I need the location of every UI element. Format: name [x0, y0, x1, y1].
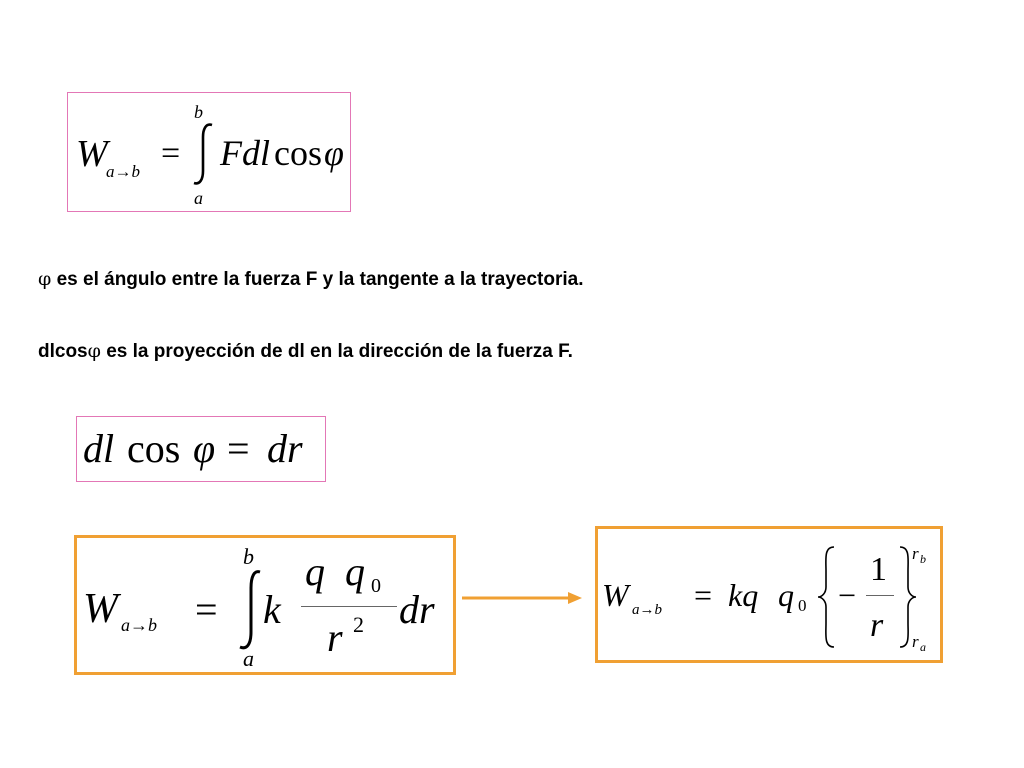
equation-result-box	[595, 526, 943, 663]
eq3-fraction-bar	[301, 606, 397, 607]
phi-definition-rest: es el ángulo entre la fuerza F y la tangente a la trayectoria.	[51, 269, 584, 290]
eq4-q0-sub: 0	[798, 596, 807, 615]
equation-work-integral-box	[67, 92, 351, 212]
eq4-equals: =	[694, 577, 713, 613]
eq3-upper-limit: b	[243, 544, 254, 569]
eq1-integral-sign	[188, 121, 218, 187]
eq3-den-exp: 2	[353, 612, 364, 637]
left-brace-icon	[816, 545, 838, 649]
eq3-lower-limit: a	[243, 646, 254, 671]
eq3-k: k	[263, 587, 281, 632]
eq1-lower-limit: a	[194, 188, 203, 208]
eq3-lhs-sub: a→b	[121, 615, 157, 635]
eq2-equals: =	[227, 426, 250, 471]
eq1-lhs-sub: a→b	[106, 162, 140, 181]
eq2-phi: φ	[193, 426, 216, 471]
eq4-num: 1	[870, 551, 887, 588]
eq1-cos: cos	[274, 133, 322, 173]
eq3-equals: =	[195, 587, 218, 632]
eq3-dr: dr	[399, 587, 435, 632]
eq3-num-q0: q	[345, 549, 365, 594]
equation-dlcos-box	[76, 416, 326, 482]
eq4-lower-limit-sub: a	[920, 640, 926, 654]
eq2-dr: dr	[267, 426, 303, 471]
equation-coulomb-work-box	[74, 535, 456, 675]
eq3-integral-sign	[235, 568, 265, 652]
eq1-equals: =	[161, 135, 181, 172]
eq4-den: r	[870, 607, 884, 644]
eq4-upper-limit-sub: b	[920, 552, 926, 566]
eq3-num-q0-sub: 0	[371, 575, 381, 597]
eq4-q0: q	[778, 577, 794, 613]
eq2-cos: cos	[127, 426, 181, 471]
projection-rest: es la proyección de dl en la dirección de la fuerza F.	[100, 341, 573, 362]
projection-pre: dlcos	[38, 341, 88, 362]
eq4-lhs: W	[602, 577, 629, 613]
projection-text	[38, 340, 573, 363]
eq3-lhs: W	[83, 586, 118, 632]
eq4-minus: −	[838, 577, 857, 613]
eq3-den-r: r	[327, 615, 343, 660]
phi-symbol-2: φ	[87, 340, 101, 362]
result-arrow	[462, 589, 584, 607]
eq4-kq: kq	[728, 577, 759, 613]
eq3-num-q: q	[305, 549, 325, 594]
eq2-dl: dl	[83, 426, 115, 471]
eq1-lhs: W	[76, 133, 108, 175]
phi-symbol: φ	[38, 268, 52, 290]
eq4-upper-limit: r	[912, 544, 919, 563]
eq4-lhs-sub: a→b	[632, 602, 662, 618]
eq1-phi: φ	[324, 133, 344, 173]
eq1-integrand: Fdl	[220, 133, 270, 173]
eq4-lower-limit: r	[912, 632, 919, 651]
phi-definition-text	[38, 268, 584, 291]
eq4-fraction-bar	[866, 595, 894, 596]
eq1-upper-limit: b	[194, 102, 203, 122]
